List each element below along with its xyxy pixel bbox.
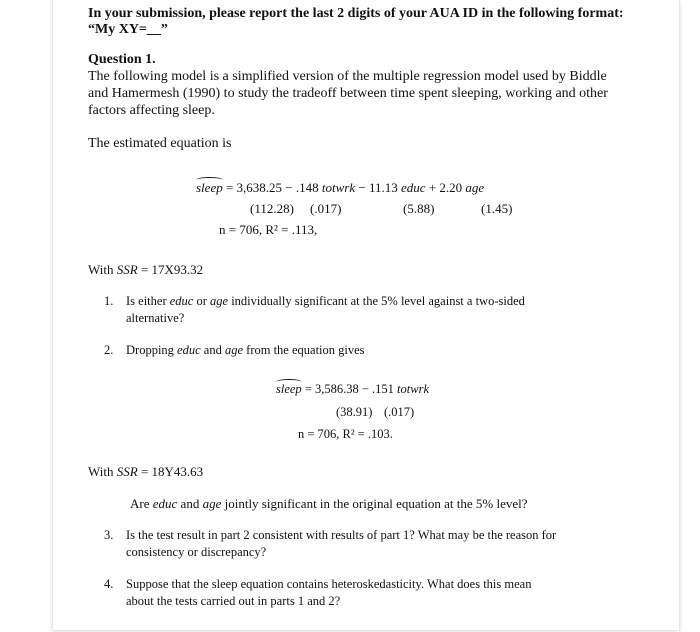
item-4-line-2: about the tests carried out in parts 1 and 2? — [126, 594, 341, 608]
ssr2-prefix: With — [88, 464, 114, 479]
item-4-number: 4. — [104, 577, 114, 591]
joint-question — [130, 496, 528, 512]
item-2-text-a: Dropping — [126, 343, 174, 357]
ssr2-symbol: SSR — [116, 464, 138, 479]
item-1-line-1 — [126, 294, 525, 309]
eq1-intercept: = 3,638.25 − .148 — [225, 180, 319, 195]
eq2-se-totwrk: (.017) — [384, 405, 415, 419]
joint-and: and — [180, 496, 200, 511]
item-3-number: 3. — [104, 528, 114, 542]
joint-educ: educ — [152, 496, 178, 511]
item-1-text-a: Is either — [126, 294, 167, 308]
equation-2 — [276, 382, 429, 397]
intro-line-3: factors affecting sleep. — [88, 103, 215, 118]
item-2-and: and — [203, 343, 222, 357]
ssr-line-1 — [88, 262, 203, 278]
eq1-educ-coef: − 11.13 — [358, 180, 398, 195]
joint-text-a: Are — [130, 496, 150, 511]
item-1-educ: educ — [169, 294, 194, 308]
eq1-totwrk: totwrk — [321, 180, 356, 195]
instruction-line-1: In your submission, please report the last 2 digits of your AUA ID in the following format: — [88, 6, 624, 21]
equation-1 — [196, 180, 484, 196]
eq1-se-totwrk: (.017) — [310, 201, 342, 216]
item-4-line-1: Suppose that the sleep equation contains heteroskedasticity. What does this mean — [126, 577, 532, 591]
ssr2-value: = 18Y43.63 — [140, 464, 204, 479]
eq1-age-coef: + 2.20 — [428, 180, 463, 195]
intro-line-2: and Hamermesh (1990) to study the tradeoff between time spent sleeping, working and other — [88, 86, 608, 101]
eq2-intercept: = 3,586.38 − .151 — [304, 382, 394, 396]
item-2-number: 2. — [104, 343, 114, 357]
joint-age: age — [202, 496, 222, 511]
ssr1-prefix: With — [88, 262, 114, 277]
eq1-age: age — [465, 180, 485, 195]
eq1-se-educ: (5.88) — [403, 201, 435, 216]
intro-line-1: The following model is a simplified version of the multiple regression model used by Biddle — [88, 69, 607, 84]
sleep-hat-1: sleep — [196, 180, 223, 195]
ssr1-symbol: SSR — [116, 262, 138, 277]
eq1-se-age: (1.45) — [481, 201, 513, 216]
question-title: Question 1. — [88, 52, 156, 67]
item-1-number: 1. — [104, 294, 114, 308]
item-1-line-2: alternative? — [126, 311, 185, 325]
eq2-totwrk: totwrk — [397, 382, 429, 396]
item-2-age: age — [224, 343, 244, 357]
item-2-educ: educ — [177, 343, 201, 357]
ssr-line-2 — [88, 464, 203, 480]
eq1-se-intercept: (112.28) — [250, 201, 294, 216]
eq1-n-line: n = 706, R² = .113, — [219, 222, 318, 237]
item-1-text-b: individually significant at the 5% level against a two-sided — [231, 294, 525, 308]
item-2-text-b: from the equation gives — [246, 343, 365, 357]
estimated-label: The estimated equation is — [88, 136, 232, 151]
joint-text-b: jointly significant in the original equation at the 5% level? — [224, 496, 528, 511]
ssr1-value: = 17X93.32 — [140, 262, 204, 277]
eq1-educ: educ — [400, 180, 426, 195]
item-3-line-2: consistency or discrepancy? — [126, 545, 267, 559]
eq2-se-intercept: (38.91) — [336, 405, 373, 419]
item-1-age: age — [210, 294, 229, 308]
item-2-line-1 — [126, 343, 365, 358]
instruction-line-2: “My XY=__” — [88, 22, 168, 37]
item-1-or: or — [196, 294, 207, 308]
sleep-hat-2: sleep — [276, 382, 302, 396]
eq2-n-line: n = 706, R² = .103. — [298, 427, 393, 441]
item-3-line-1: Is the test result in part 2 consistent with results of part 1? What may be the reason for — [126, 528, 557, 542]
